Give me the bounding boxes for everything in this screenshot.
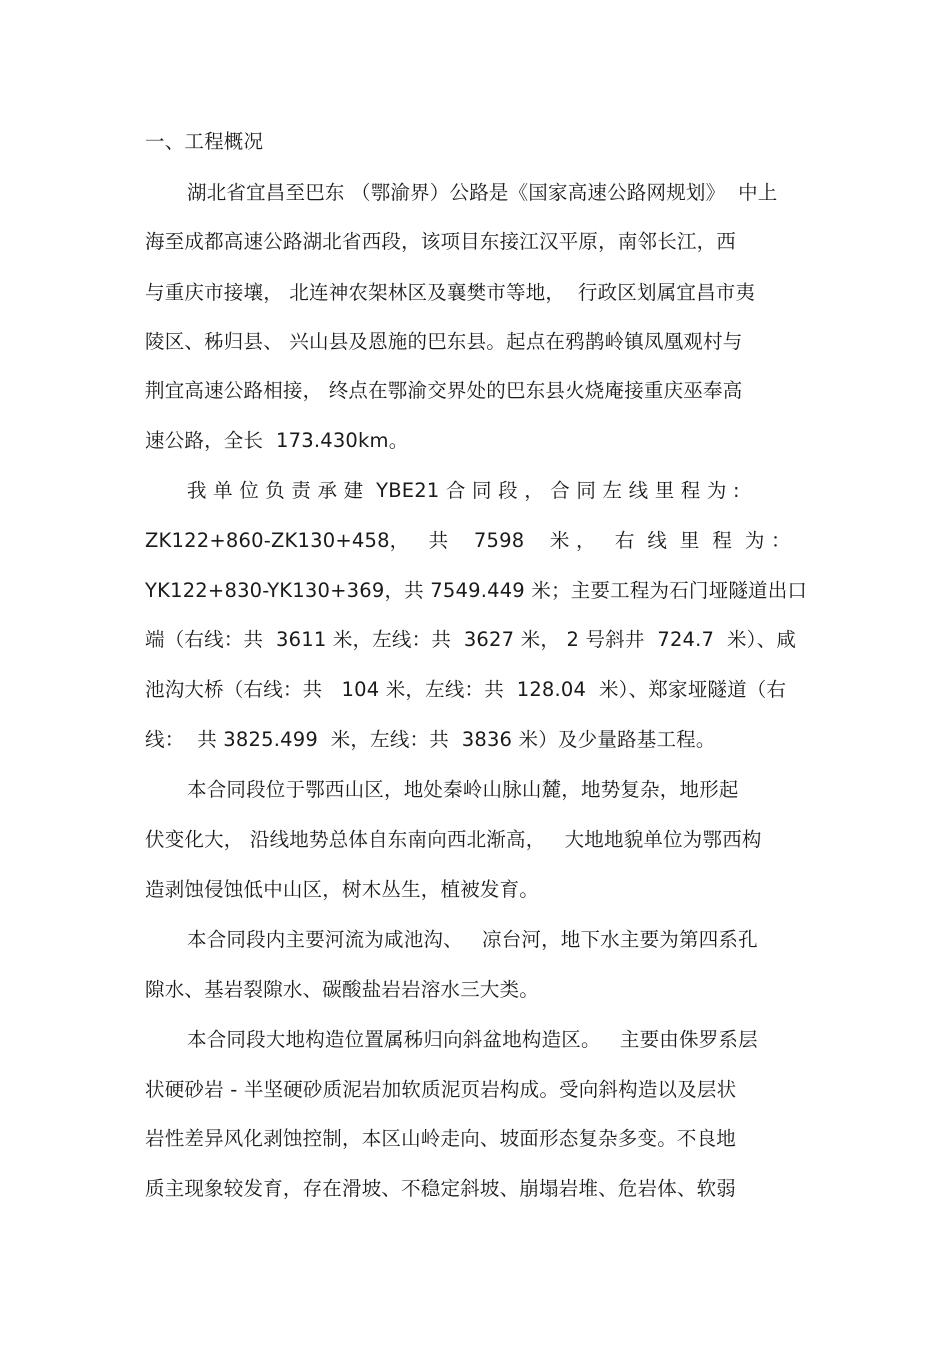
paragraph-line: YK122+830-YK130+369，共 7549.449 米；主要工程为石门垭隧道出口 [145, 579, 808, 602]
paragraph-line: 本合同段内主要河流为咸池沟、 凉台河，地下水主要为第四系孔 [187, 928, 758, 951]
paragraph-line: 池沟大桥（右线：共 104 米，左线：共 128.04 米）、郑家垭隧道（右 [145, 678, 787, 701]
paragraph-line: 隙水、基岩裂隙水、碳酸盐岩岩溶水三大类。 [145, 978, 540, 1001]
section-heading: 一、工程概况 [145, 130, 264, 153]
paragraph-line: 质主现象较发育，存在滑坡、不稳定斜坡、崩塌岩堆、危岩体、软弱 [145, 1177, 737, 1200]
paragraph-line: 线： 共 3825.499 米，左线：共 3836 米）及少量路基工程。 [145, 728, 716, 751]
paragraph-line: 伏变化大， 沿线地势总体自东南向西北渐高， 大地地貌单位为鄂西构 [145, 828, 762, 851]
paragraph-line: 本合同段位于鄂西山区，地处秦岭山脉山麓，地势复杂，地形起 [187, 778, 739, 801]
paragraph-line: 我 单 位 负 责 承 建 YBE21 合 同 段 ， 合 同 左 线 里 程 为 : [187, 479, 740, 502]
paragraph-line: ZK122+860-ZK130+458， 共 7598 米 ， 右 线 里 程 为 ： [145, 529, 791, 552]
paragraph-line: 造剥蚀侵蚀低中山区，树木丛生，植被发育。 [145, 878, 540, 901]
paragraph-line: 本合同段大地构造位置属秭归向斜盆地构造区。 主要由侏罗系层 [187, 1028, 758, 1051]
paragraph-line: 荆宜高速公路相接， 终点在鄂渝交界处的巴东县火烧庵接重庆巫奉高 [145, 379, 743, 402]
paragraph-line: 湖北省宜昌至巴东 （鄂渝界）公路是《国家高速公路网规划》 中上 [187, 181, 778, 204]
paragraph-line: 状硬砂岩 - 半坚硬砂质泥岩加软质泥页岩构成。受向斜构造以及层状 [145, 1078, 737, 1101]
paragraph-line: 速公路，全长 173.430km。 [145, 429, 409, 452]
paragraph-line: 岩性差异风化剥蚀控制，本区山岭走向、坡面形态复杂多变。不良地 [145, 1127, 737, 1150]
paragraph-line: 海至成都高速公路湖北省西段，该项目东接江汉平原，南邻长江，西 [145, 230, 737, 253]
paragraph-line: 陵区、秭归县、 兴山县及恩施的巴东县。起点在鸦鹊岭镇凤凰观村与 [145, 330, 743, 353]
paragraph-line: 与重庆市接壤， 北连神农架林区及襄樊市等地， 行政区划属宜昌市夷 [145, 281, 756, 304]
paragraph-line: 端（右线：共 3611 米，左线：共 3627 米， 2 号斜井 724.7 米）、咸 [145, 628, 797, 651]
